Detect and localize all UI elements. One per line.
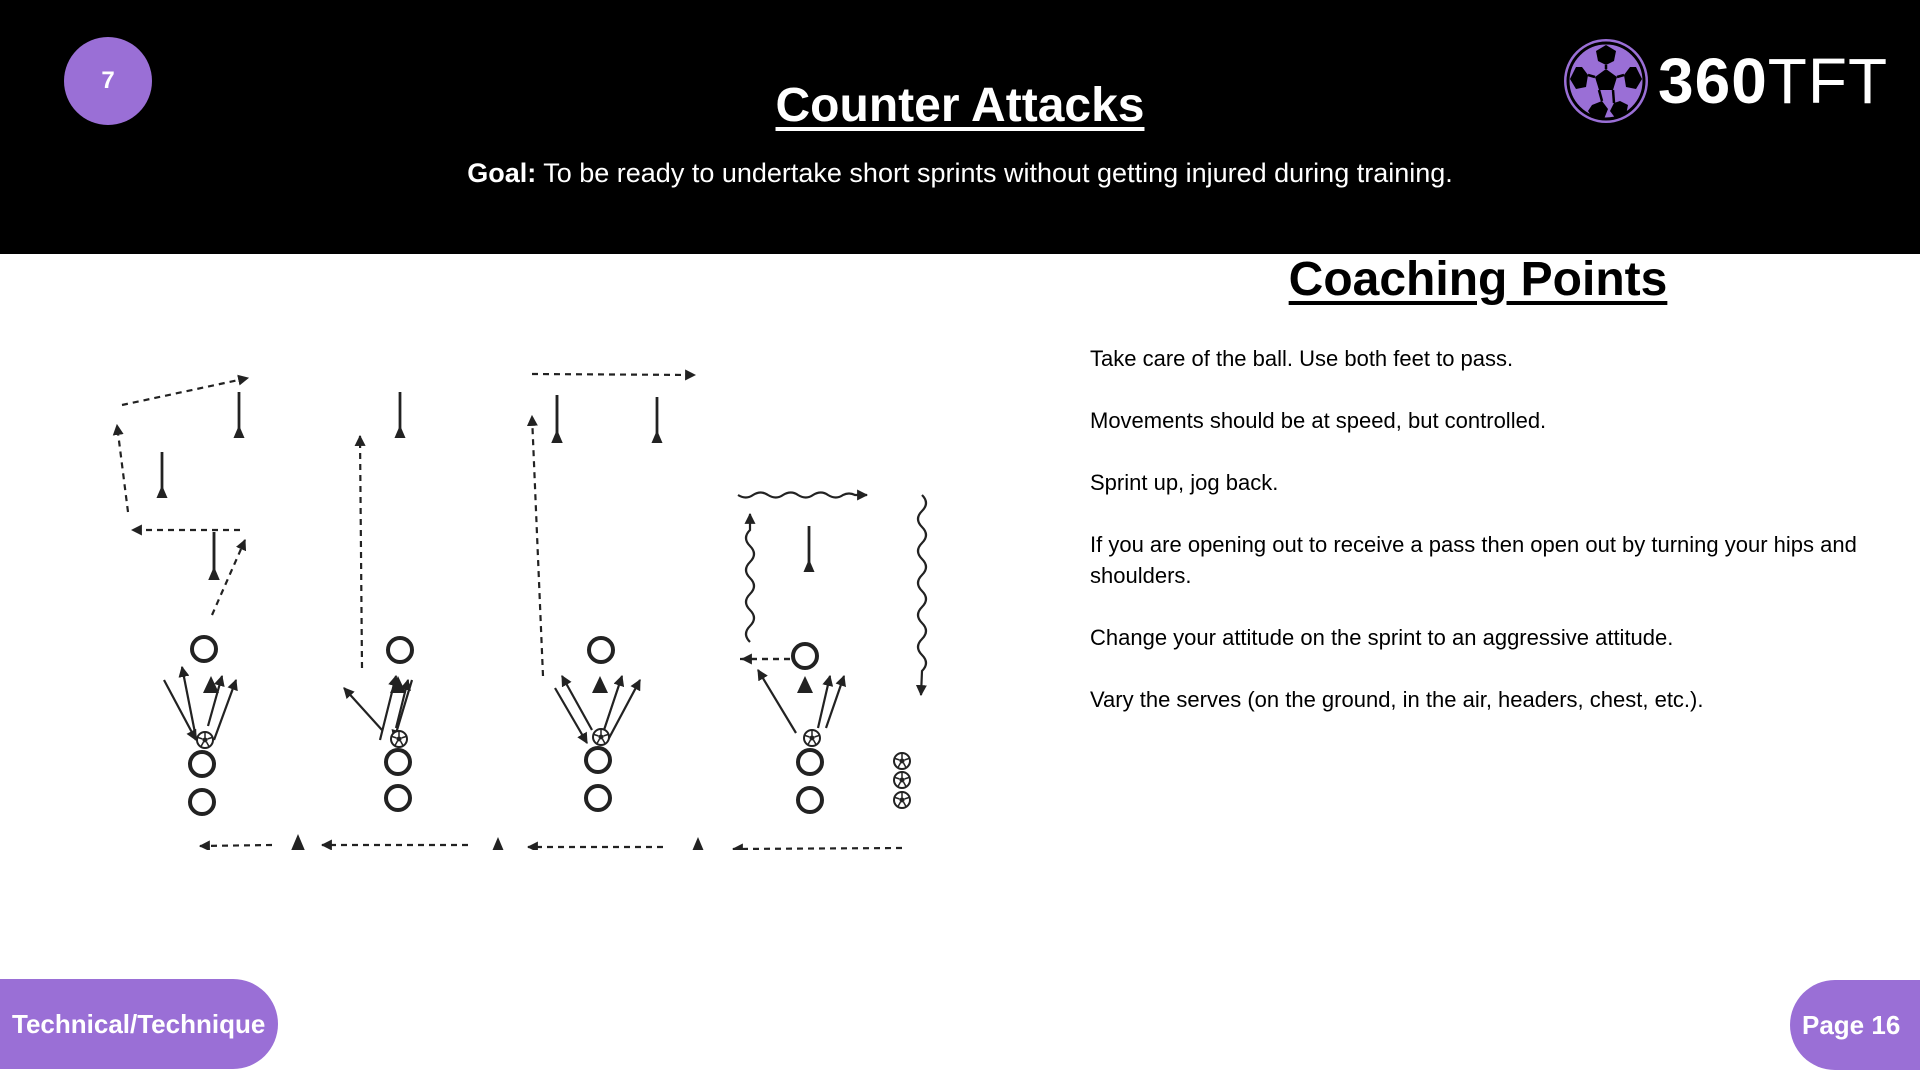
goal-text xyxy=(0,158,1920,189)
coaching-points-list xyxy=(1090,343,1860,746)
drill-number-badge: 7 xyxy=(64,37,152,125)
coaching-points-title: Coaching Points xyxy=(1288,253,1668,306)
logo-text-bold: 360 xyxy=(1658,45,1768,117)
logo-text xyxy=(1658,44,1888,118)
goal-description: To be ready to undertake short sprints without getting injured during training. xyxy=(543,158,1453,188)
logo-text-light: TFT xyxy=(1767,45,1889,117)
page-number: Page 16 xyxy=(1790,980,1920,1070)
coaching-point: Vary the serves (on the ground, in the air, headers, chest, etc.). xyxy=(1090,687,1704,712)
category-badge: Technical/Technique xyxy=(0,979,278,1069)
coaching-point: Change your attitude on the sprint to an aggressive attitude. xyxy=(1090,625,1674,650)
coaching-point: If you are opening out to receive a pass then open out by turning your hips and shoulders. xyxy=(1090,532,1857,588)
coaching-point: Movements should be at speed, but controlled. xyxy=(1090,408,1547,433)
coaching-point: Take care of the ball. Use both feet to pass. xyxy=(1090,346,1514,371)
logo xyxy=(1562,36,1888,126)
drill-diagram xyxy=(100,350,1000,850)
soccer-ball-icon xyxy=(1562,37,1650,125)
coaching-point: Sprint up, jog back. xyxy=(1090,470,1279,495)
page-title: Counter Attacks xyxy=(775,79,1145,132)
header-bar xyxy=(0,0,1920,254)
goal-label: Goal: xyxy=(467,158,537,188)
